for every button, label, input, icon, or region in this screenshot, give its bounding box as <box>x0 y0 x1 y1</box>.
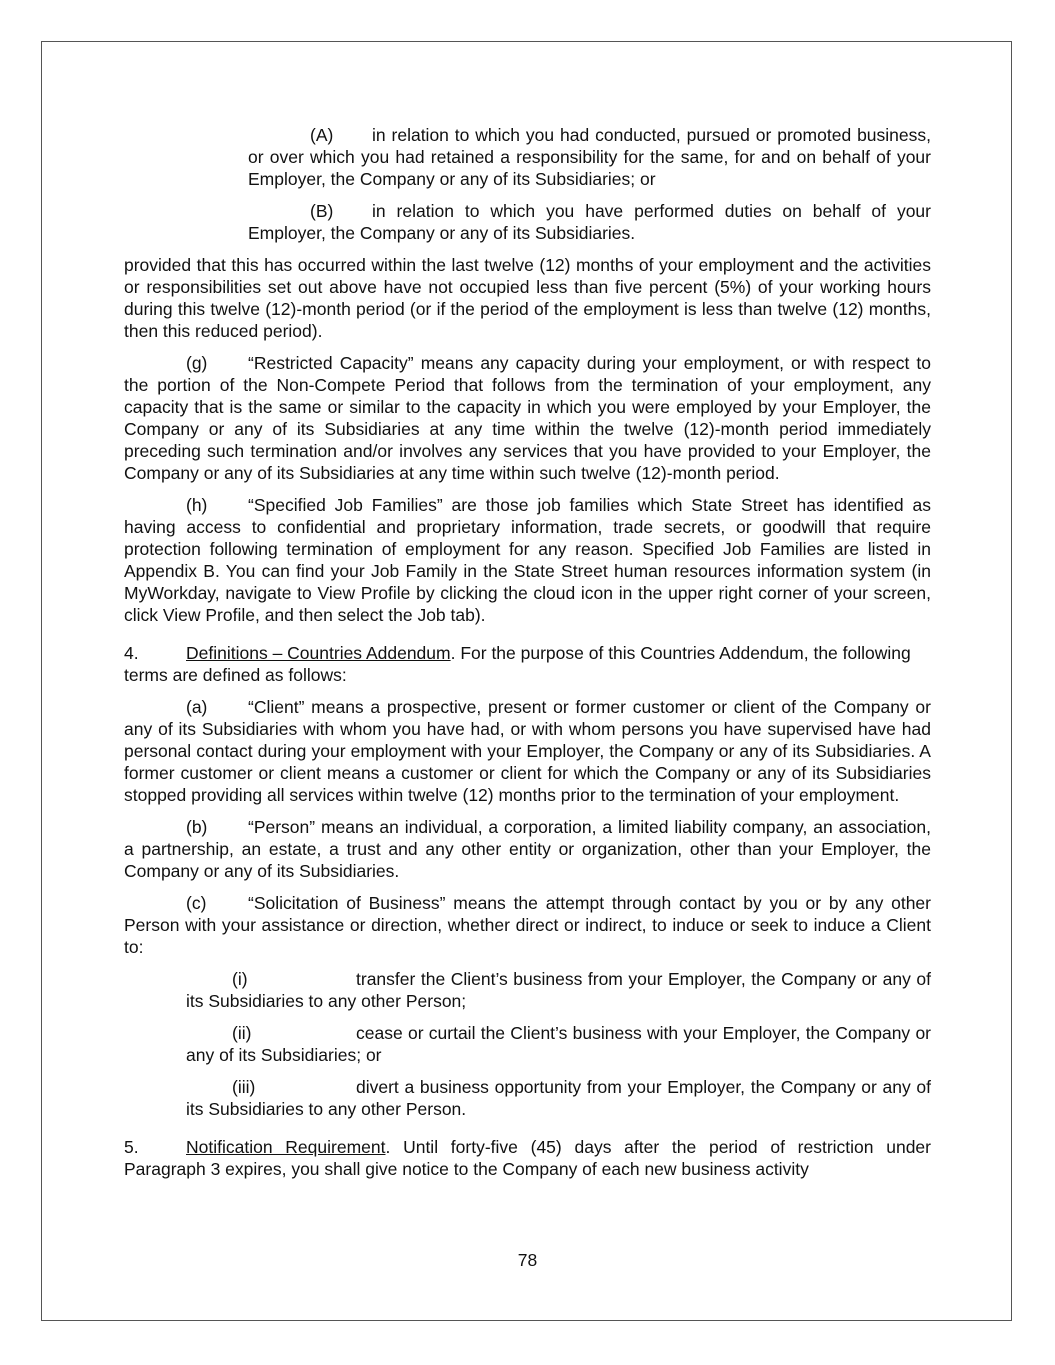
paragraph-i <box>186 968 931 1012</box>
paragraph-label: (A) <box>310 125 334 145</box>
paragraph-c <box>124 892 931 958</box>
paragraph-label: (i) <box>232 969 248 989</box>
paragraph-iii <box>186 1076 931 1120</box>
paragraph-text: “Person” means an individual, a corporation, a limited liability company, an association, a partnership, an estate, a trust and any other entity or organization, other than your Employer, the Company or any of its Subsidiaries. <box>124 817 931 881</box>
paragraph-g <box>124 352 931 484</box>
paragraph-b <box>124 816 931 882</box>
paragraph-h <box>124 494 931 626</box>
paragraph-label: (iii) <box>232 1077 256 1097</box>
paragraph-label: (B) <box>310 201 334 221</box>
paragraph-label: (h) <box>186 495 208 515</box>
paragraph-B <box>248 200 931 244</box>
paragraph-text: in relation to which you had conducted, pursued or promoted business, or over which you had retained a responsibility for the same, for and on behalf of your Employer, the Company or any of its Subsidiaries; or <box>248 125 931 189</box>
document-body <box>124 124 931 1190</box>
section-heading: Notification Requirement <box>186 1137 386 1157</box>
paragraph-A <box>248 124 931 190</box>
paragraph-text: “Restricted Capacity” means any capacity during your employment, or with respect to the portion of the Non-Compete Period that follows from the termination of your employment, any capacity that is the same or similar to the capacity in which you were employed by your Employer, the Company or any of its Subsidiaries at any time within the twelve (12)-month period immediately preceding such termination and/or involves any services that you have provided to your Employer, the Company or any of its Subsidiaries at any time within such twelve (12)-month period. <box>124 353 931 483</box>
paragraph-text: “Solicitation of Business” means the attempt through contact by you or by any other Person with your assistance or direction, whether direct or indirect, to induce or seek to induce a Client to: <box>124 893 931 957</box>
section-text: . For the purpose of this Countries Addendum, the following terms are defined as follows: <box>124 643 911 685</box>
paragraph-text: divert a business opportunity from your Employer, the Company or any of its Subsidiaries to any other Person. <box>186 1077 931 1119</box>
page-number: 78 <box>517 1250 538 1270</box>
paragraph-text: cease or curtail the Client’s business with your Employer, the Company or any of its Subsidiaries; or <box>186 1023 931 1065</box>
paragraph-text: in relation to which you have performed duties on behalf of your Employer, the Company or any of its Subsidiaries. <box>248 201 931 243</box>
paragraph-text: “Specified Job Families” are those job families which State Street has identified as having access to confidential and proprietary information, trade secrets, or goodwill that require protection following termination of employment for any reason. Specified Job Families are listed in Appendix B. You can find your Job Family in the State Street human resources information system (in MyWorkday, navigate to View Profile by clicking the cloud icon in the upper right corner of your screen, click View Profile, and then select the Job tab). <box>124 495 931 625</box>
section-number: 4. <box>124 643 139 663</box>
paragraph-label: (ii) <box>232 1023 252 1043</box>
paragraph-text: transfer the Client’s business from your Employer, the Company or any of its Subsidiaries to any other Person; <box>186 969 931 1011</box>
paragraph-text: “Client” means a prospective, present or former customer or client of the Company or any of its Subsidiaries with whom you have had, or with whom persons you have supervised have had personal contact during your employment with your Employer, the Company or any of its Subsidiaries. A former customer or client means a customer or client for which the Company or any of its Subsidiaries stopped providing all services within twelve (12) months prior to the termination of your employment. <box>124 697 931 805</box>
paragraph-label: (b) <box>186 817 208 837</box>
section-text: . Until forty-five (45) days after the period of restriction under Paragraph 3 expires, you shall give notice to the Company of each new business activity <box>124 1137 931 1179</box>
paragraph-ii <box>186 1022 931 1066</box>
paragraph-label: (g) <box>186 353 208 373</box>
paragraph-label: (a) <box>186 697 208 717</box>
section-4 <box>124 642 931 686</box>
paragraph-a <box>124 696 931 806</box>
paragraph-label: (c) <box>186 893 207 913</box>
section-heading: Definitions – Countries Addendum <box>186 643 451 663</box>
section-5 <box>124 1136 931 1180</box>
section-number: 5. <box>124 1137 139 1157</box>
paragraph-provided: provided that this has occurred within the last twelve (12) months of your employment and the activities or responsibilities set out above have not occupied less than five percent (5%) of your working hours during this twelve (12)-month period (or if the period of the employment is less than twelve (12) months, then this reduced period). <box>124 255 931 341</box>
